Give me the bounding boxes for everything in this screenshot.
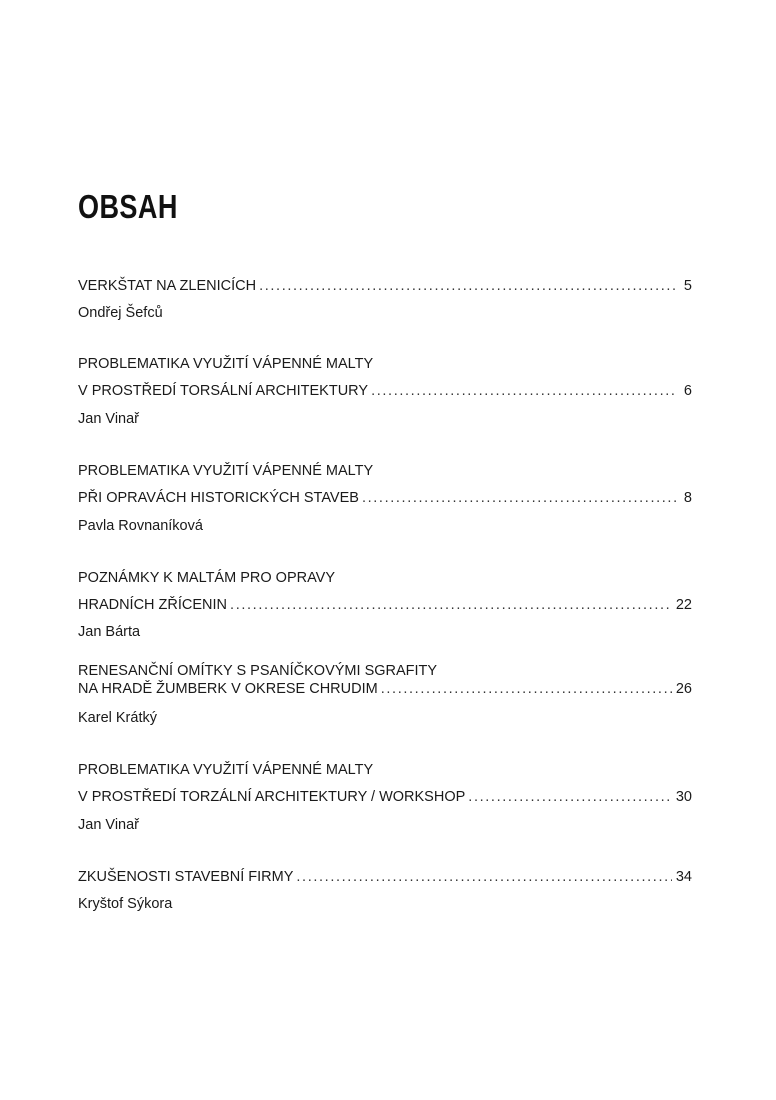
toc-entry-author: Jan Vinař <box>78 411 139 427</box>
dot-leader <box>468 787 672 807</box>
toc-entry-title-line1: PROBLEMATIKA VYUŽITÍ VÁPENNÉ MALTY <box>78 463 374 479</box>
toc-page-number: 6 <box>683 383 692 399</box>
toc-title-line[interactable] <box>78 381 692 401</box>
toc-entry-author: Kryštof Sýkora <box>78 896 173 912</box>
toc-entry-title-line1: PROBLEMATIKA VYUŽITÍ VÁPENNÉ MALTY <box>78 356 374 372</box>
toc-entry-title-line1: RENESANČNÍ OMÍTKY S PSANÍČKOVÝMI SGRAFITY <box>78 663 438 679</box>
toc-entry-title: VERKŠTAT NA ZLENICÍCH <box>78 278 257 294</box>
toc-entry-title: ZKUŠENOSTI STAVEBNÍ FIRMY <box>78 869 294 885</box>
toc-page-number: 8 <box>683 490 692 506</box>
dot-leader <box>362 488 676 508</box>
toc-page-number: 26 <box>675 681 692 697</box>
toc-entry-title-line2: NA HRADĚ ŽUMBERK V OKRESE CHRUDIM <box>78 681 378 697</box>
toc-entry-title-line2: PŘI OPRAVÁCH HISTORICKÝCH STAVEB <box>78 490 359 506</box>
toc-title-line[interactable] <box>78 595 692 615</box>
toc-entry-title-line1: PROBLEMATIKA VYUŽITÍ VÁPENNÉ MALTY <box>78 762 374 778</box>
toc-title-line[interactable] <box>78 787 692 807</box>
toc-page-number: 5 <box>683 278 692 294</box>
toc-entry-title-line2: V PROSTŘEDÍ TORZÁLNÍ ARCHITEKTURY / WORKSHOP <box>78 789 466 805</box>
toc-entry-author: Jan Bárta <box>78 624 141 640</box>
toc-title-line[interactable] <box>78 679 692 699</box>
dot-leader <box>296 867 671 887</box>
dot-leader <box>259 276 676 296</box>
toc-page-number: 30 <box>675 789 692 805</box>
toc-title-line[interactable] <box>78 867 692 887</box>
toc-entry-title-line1: POZNÁMKY K MALTÁM PRO OPRAVY <box>78 570 336 586</box>
toc-title-line[interactable] <box>78 276 692 296</box>
toc-page-number: 34 <box>675 869 692 885</box>
toc-entry-author: Karel Krátký <box>78 710 157 726</box>
toc-entry-title-line2: HRADNÍCH ZŘÍCENIN <box>78 597 228 613</box>
toc-entry-author: Jan Vinař <box>78 817 139 833</box>
dot-leader <box>381 679 672 699</box>
toc-entry-author: Pavla Rovnaníková <box>78 518 203 534</box>
dot-leader <box>371 381 676 401</box>
page-title: OBSAH <box>78 188 178 225</box>
dot-leader <box>230 595 672 615</box>
toc-page-number: 22 <box>675 597 692 613</box>
toc-entry-title-line2: V PROSTŘEDÍ TORSÁLNÍ ARCHITEKTURY <box>78 383 369 399</box>
toc-entry-author: Ondřej Šefců <box>78 305 163 321</box>
toc-title-line[interactable] <box>78 488 692 508</box>
